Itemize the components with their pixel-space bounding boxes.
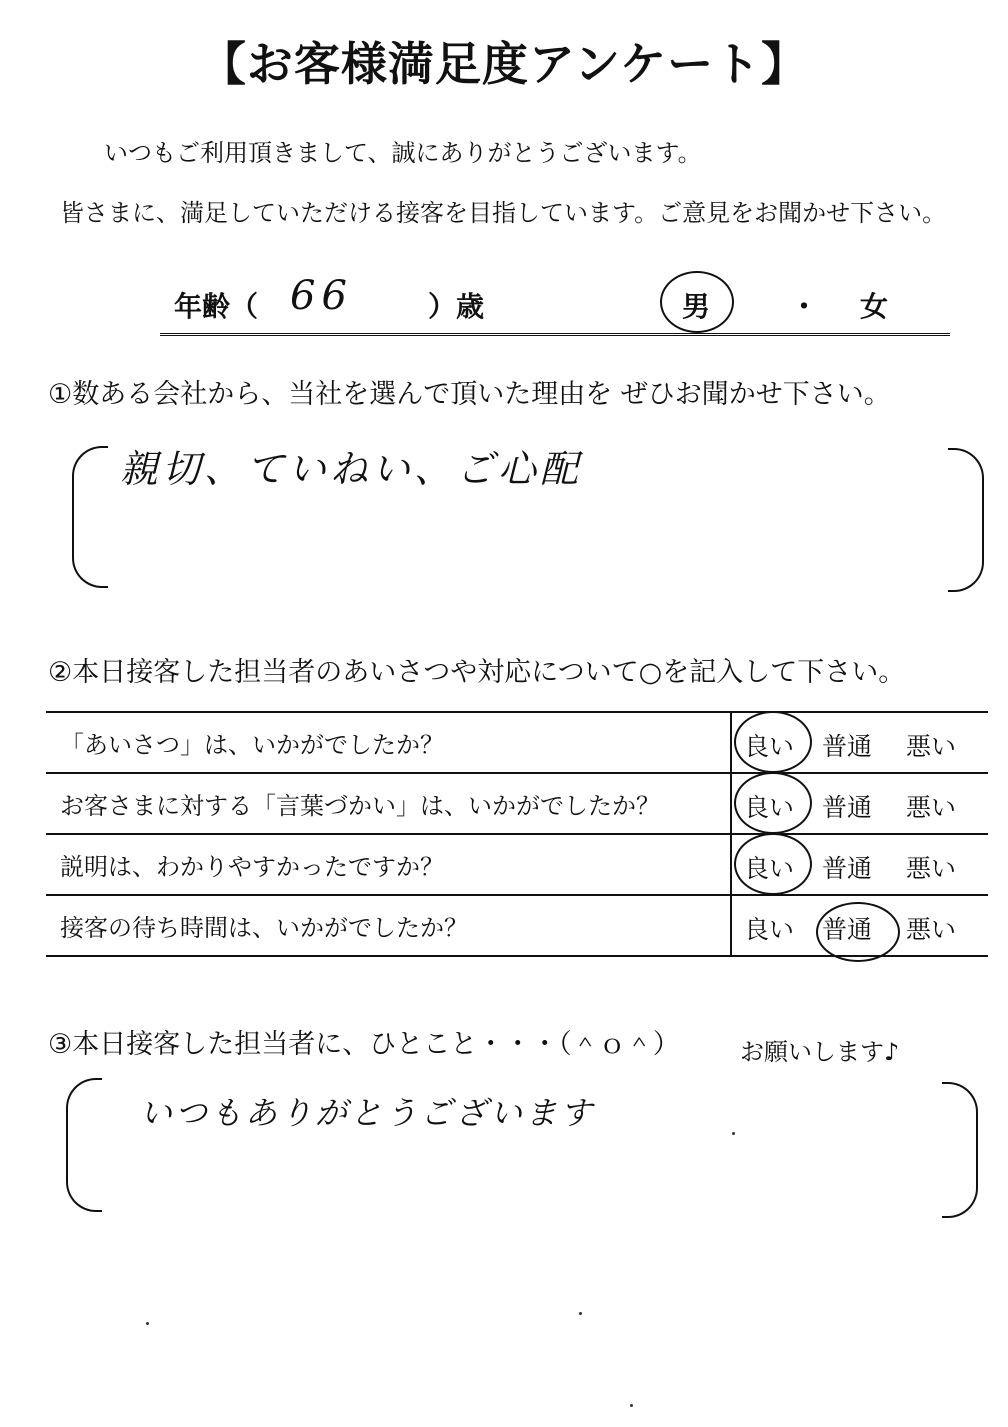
- table-row: [46, 895, 988, 956]
- scan-speck: [630, 1404, 633, 1407]
- rating-options: [731, 895, 988, 956]
- respondent-info-row: [160, 273, 950, 336]
- intro-line-1: いつもご利用頂きまして、誠にありがとうございます。: [104, 139, 702, 167]
- rating-options: [731, 834, 988, 895]
- table-row: [46, 834, 988, 895]
- age-label: 年齢（: [174, 290, 259, 323]
- sex-option-female[interactable]: 女: [860, 290, 889, 323]
- scan-speck: [146, 1322, 149, 1325]
- answer-3-bracket-right: [942, 1082, 978, 1218]
- evaluation-table: [46, 711, 988, 957]
- scan-speck: [732, 1132, 735, 1135]
- sex-option-male[interactable]: 男: [682, 290, 711, 323]
- row-question: 「あいさつ」は、いかがでしたか？: [46, 712, 731, 773]
- answer-1-text[interactable]: 親切、ていねい、ご心配: [120, 447, 583, 491]
- option-average[interactable]: 普通: [822, 732, 873, 761]
- row-question: 接客の待ち時間は、いかがでしたか？: [46, 895, 731, 956]
- answer-1-bracket-right: [948, 448, 984, 592]
- rating-options: [731, 712, 988, 773]
- option-bad[interactable]: 悪い: [906, 854, 957, 883]
- request-note: お願いします♪: [740, 1038, 900, 1066]
- intro-line-2: 皆さまに、満足していただける接客を目指しています。ご意見をお聞かせ下さい。: [60, 199, 947, 227]
- table-row: [46, 712, 988, 773]
- answer-3-text[interactable]: いつもありがとうございます: [140, 1094, 596, 1132]
- answer-1-bracket-left: [72, 446, 108, 588]
- question-2: ②本日接客した担当者のあいさつや対応について○を記入して下さい。: [48, 657, 906, 688]
- option-good[interactable]: 良い: [744, 793, 795, 822]
- option-bad[interactable]: 悪い: [906, 732, 957, 761]
- sex-separator: ・: [790, 290, 819, 323]
- option-average[interactable]: 普通: [822, 915, 873, 944]
- option-average[interactable]: 普通: [822, 793, 873, 822]
- option-bad[interactable]: 悪い: [906, 793, 957, 822]
- age-suffix: ）歳: [428, 290, 485, 323]
- table-row: [46, 773, 988, 834]
- option-average[interactable]: 普通: [822, 854, 873, 883]
- question-3: ③本日接客した担当者に、ひとこと・・・（＾ｏ＾）: [48, 1029, 680, 1060]
- option-good[interactable]: 良い: [744, 732, 795, 761]
- option-good[interactable]: 良い: [744, 854, 795, 883]
- row-question: 説明は、わかりやすかったですか？: [46, 834, 731, 895]
- scan-speck: [579, 1312, 582, 1315]
- option-bad[interactable]: 悪い: [906, 915, 957, 944]
- rating-options: [731, 773, 988, 834]
- option-good[interactable]: 良い: [744, 915, 795, 944]
- question-1: ①数ある会社から、当社を選んで頂いた理由を ぜひお聞かせ下さい。: [48, 379, 891, 410]
- row-question: お客さまに対する「言葉づかい」は、いかがでしたか？: [46, 773, 731, 834]
- age-value[interactable]: 66: [290, 273, 353, 319]
- answer-3-bracket-left: [66, 1078, 102, 1212]
- survey-title: 【お客様満足度アンケート】: [199, 37, 809, 91]
